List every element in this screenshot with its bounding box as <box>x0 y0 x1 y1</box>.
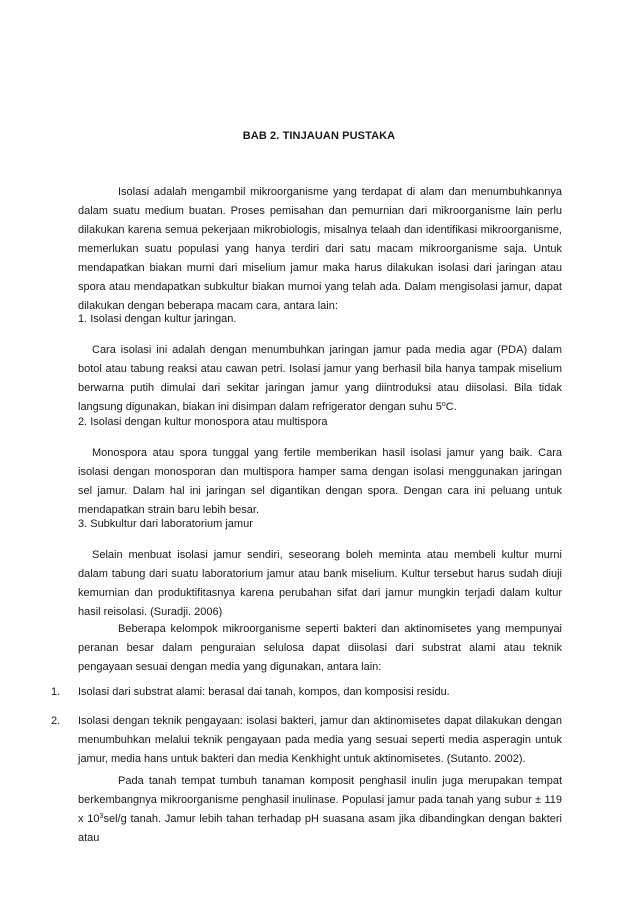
list-item-1-number: 1. <box>51 686 61 698</box>
final-paragraph <box>78 772 562 848</box>
groups-paragraph: Beberapa kelompok mikroorganisme seperti bakteri dan aktinomisetes yang mempunyai peranan besar dalam penguraian selulosa dapat diisolasi dari substrat alami atau teknik pengayaan sesuai dengan media yang digunakan, antara lain: <box>78 623 562 673</box>
method-2-heading: 2. Isolasi dengan kultur monospora atau multispora <box>78 416 328 428</box>
method-3-heading: 3. Subkultur dari laboratorium jamur <box>78 518 253 530</box>
chapter-title: BAB 2. TINJAUAN PUSTAKA <box>242 130 396 142</box>
method-1-heading: 1. Isolasi dengan kultur jaringan. <box>78 313 237 325</box>
list-item-2-number: 2. <box>51 715 61 727</box>
method-1-body-text: Cara isolasi ini adalah dengan menumbuhkan jaringan jamur pada media agar (PDA) dalam botol atau tabung reaksi atau cawan petri. Isolasi jamur yang berhasil bila hanya tampak miselium berwarna putih dimulai dari sekitar jaringan jamur yang diintroduksi atau diisolasi. Bila tidak langsung digunakan, biakan ini disimpan dalam refrigerator dengan suhu 5 <box>78 344 562 413</box>
method-2-body: Monospora atau spora tunggal yang fertile memberikan hasil isolasi jamur yang baik. Cara isolasi dengan monosporan dan multispora hamper sama dengan isolasi menggunakan jaringan sel jamur. Dalam hal ini jaringan sel digantikan dengan spora. Dengan cara ini peluang untuk mendapatkan strain baru lebih besar. <box>78 447 562 516</box>
list-item-1-text: Isolasi dari substrat alami: berasal dai tanah, kompos, dan komposisi residu. <box>78 686 450 698</box>
method-1-body-end: C. <box>445 401 457 413</box>
method-1-body <box>78 341 562 417</box>
intro-paragraph: Isolasi adalah mengambil mikroorganisme yang terdapat di alam dan menumbuhkannya dalam suatu medium buatan. Proses pemisahan dan pemurnian dari mikroorganisme lain perlu dilakukan karena semua pekerjaan mikrobiologis, misalnya telaah dan identifikasi mikroorganisme, memerlukan suatu populasi yang hanya terdiri dari satu macam mikroorganisme saja. Untuk mendapatkan biakan murni dari miselium jamur maka harus dilakukan isolasi dari jaringan atau spora atau mendapatkan subkultur biakan murnoi yang telah ada. Dalam mengisolasi jamur, dapat dilakukan dengan beberapa macam cara, antara lain: <box>78 186 562 312</box>
final-paragraph-end: sel/g tanah. Jamur lebih tahan terhadap pH suasana asam jika dibandingkan dengan bakteri atau <box>78 813 562 844</box>
list-item-2-text: Isolasi dengan teknik pengayaan: isolasi bakteri, jamur dan aktinomisetes dapat dilakukan dengan menumbuhkan melalui teknik pengayaan pada media yang sesuai seperti media asperagin untuk jamur, media hans untuk bakteri dan media Kenkhight untuk aktinomisetes. (Sutanto. 2002). <box>78 715 562 765</box>
exponent-superscript: 3 <box>99 813 104 820</box>
method-3-body: Selain menbuat isolasi jamur sendiri, seseorang boleh meminta atau membeli kultur murni dalam tabung dari suatu laboratorium jamur atau bank miselium. Kultur tersebut harus sudah diuji kemurnian dan produktifitasnya karena perubahan sifat dari jamur mungkin terjadi dalam kultur hasil reisolasi. (Suradji. 2006) <box>78 549 562 618</box>
degree-superscript: o <box>441 401 446 408</box>
list-item-1 <box>51 683 562 702</box>
final-paragraph-text: Pada tanah tempat tumbuh tanaman komposit penghasil inulin juga merupakan tempat berkembangnya mikroorganisme penghasil inulinase. Populasi jamur pada tanah yang subur ± 119 x 10 <box>78 775 562 825</box>
list-item-2 <box>51 712 562 769</box>
